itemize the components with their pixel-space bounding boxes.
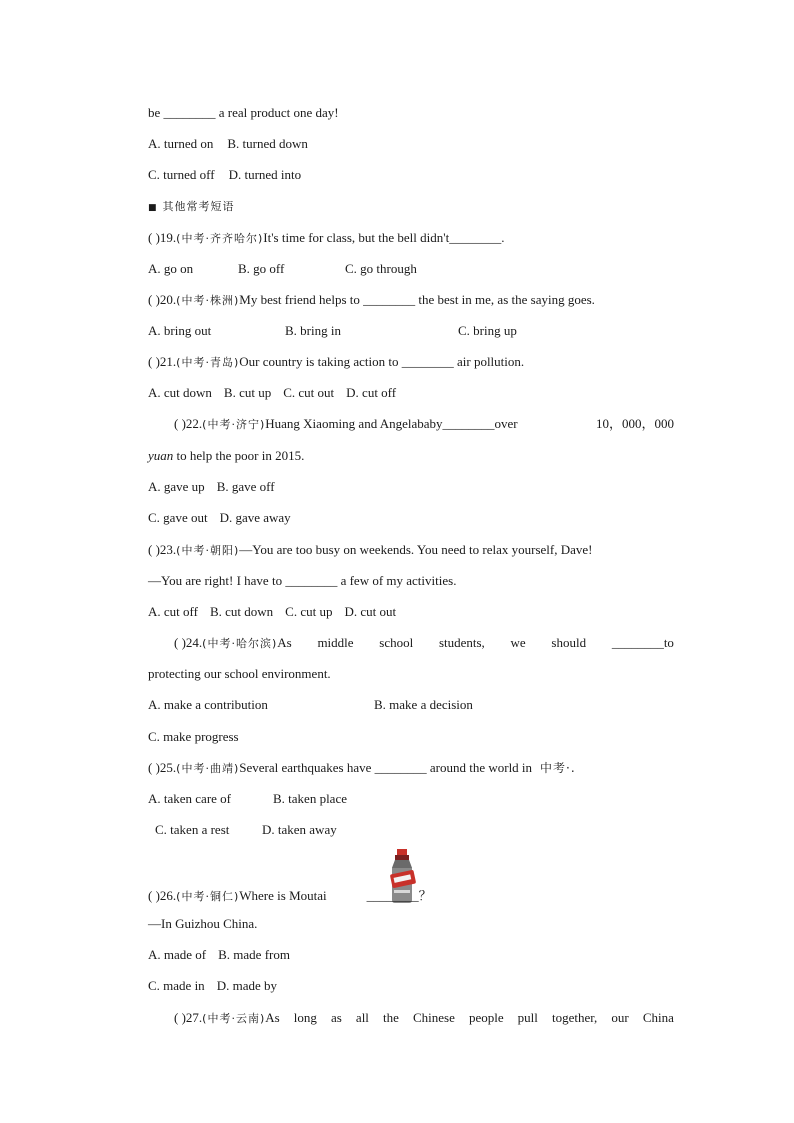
q22-options-row-2 [148,509,291,527]
word: should [551,635,587,650]
question-text: Huang Xiaoming and Angelababy________over [265,416,518,431]
word: China [642,1010,674,1025]
word: the [383,1010,399,1025]
question-source: (中考·朝阳) [176,544,240,557]
word: As [265,1010,280,1025]
question-source: (中考·哈尔滨) [202,637,278,650]
question-27 [148,1009,674,1028]
option-b[interactable]: B. gave off [216,479,275,494]
q20-options [148,322,517,340]
answer-paren[interactable]: ( )21. [148,354,177,369]
q18-options-row-2 [148,166,301,184]
question-text: Our country is taking action to ________ air pollution. [239,354,525,369]
question-text: —You are too busy on weekends. You need to relax yourself, Dave! [239,542,593,557]
option-d[interactable]: D. made by [216,978,277,993]
question-number: 10，000，000 [595,416,674,431]
question-source: (中考·齐齐哈尔) [176,232,264,245]
option-a[interactable]: A. gave up [148,479,205,494]
q26-options-row-2 [148,977,277,995]
option-a[interactable]: A. cut off [148,604,198,619]
option-c[interactable]: C. make progress [148,729,239,744]
option-b[interactable]: B. make a decision [374,697,473,712]
question-19 [148,229,504,248]
question-23 [148,541,593,560]
option-b[interactable]: B. cut down [209,604,274,619]
option-c[interactable]: C. bring up [458,323,517,338]
option-d[interactable]: D. cut out [344,604,397,619]
yuan-word: yuan [148,448,174,463]
option-c[interactable]: C. go through [345,261,417,276]
option-d[interactable]: D. taken away [262,822,337,837]
question-25 [148,759,576,778]
option-c[interactable]: C. made in [148,978,205,993]
option-c[interactable]: C. cut out [283,385,335,400]
option-a[interactable]: A. cut down [148,385,212,400]
answer-blank[interactable]: ________？ [366,888,432,903]
question-source: (中考·云南) [202,1012,266,1025]
answer-paren[interactable]: ( )27. [174,1010,203,1025]
question-source: (中考·铜仁) [176,890,240,903]
q24-options-row-1 [148,696,473,714]
word: our [611,1010,629,1025]
word: pull [517,1010,538,1025]
option-c[interactable]: C. cut up [285,604,333,619]
question-source: (中考·株洲) [176,294,240,307]
question-text: It's time for class, but the bell didn't________. [263,230,505,245]
q24-line-2: protecting our school environment. [148,666,331,681]
q22-options-row-1 [148,478,275,496]
word: ________to [611,635,674,650]
word: Chinese [412,1010,455,1025]
option-a[interactable]: A. turned on [148,136,214,151]
option-c[interactable]: C. taken a rest [155,822,230,837]
option-a[interactable]: A. taken care of [148,791,232,806]
q22-line-2-rest: to help the poor in 2015. [173,448,305,463]
q24-options-row-2 [148,728,239,746]
word: school [379,635,414,650]
q18-options-row-1 [148,135,308,153]
question-text: Several earthquakes have ________ around the world in [239,760,533,775]
option-b[interactable]: B. turned down [227,136,308,151]
q21-options [148,384,396,402]
option-d[interactable]: D. turned into [228,167,302,182]
q26-line-2: —In Guizhou China. [148,916,258,931]
option-b[interactable]: B. go off [238,261,285,276]
q26-options-row-1 [148,946,290,964]
q18-tail: be ________ a real product one day! [148,105,339,120]
answer-paren[interactable]: ( )25. [148,760,177,775]
question-source: (中考·曲靖) [176,762,240,775]
question-24 [148,634,674,653]
question-26 [148,887,432,906]
question-text: My best friend helps to ________ the best in me, as the saying goes. [239,292,595,307]
question-source: (中考·济宁) [202,418,266,431]
option-b[interactable]: B. taken place [273,791,347,806]
option-c[interactable]: C. gave out [148,510,208,525]
q23-line-2: —You are right! I have to ________ a few of my activities. [148,573,457,588]
word: we [510,635,526,650]
option-b[interactable]: B. bring in [285,323,341,338]
answer-paren[interactable]: ( )26. [148,888,177,903]
question-text: Where is Moutai [239,888,327,903]
section-title: 其他常考短语 [162,200,235,213]
question-20 [148,291,595,310]
answer-paren[interactable]: ( )23. [148,542,177,557]
question-source: (中考·青岛) [176,356,240,369]
word: students, [438,635,485,650]
answer-paren[interactable]: ( )24. [174,635,203,650]
word: people [468,1010,504,1025]
option-a[interactable]: A. make a contribution [148,697,268,712]
q23-options [148,603,396,621]
option-b[interactable]: B. made from [218,947,290,962]
answer-paren[interactable]: ( )22. [174,416,203,431]
option-a[interactable]: A. bring out [148,323,212,338]
option-d[interactable]: D. gave away [219,510,291,525]
option-c[interactable]: C. turned off [148,167,215,182]
word: as [331,1010,342,1025]
word: all [355,1010,369,1025]
section-header [148,197,235,217]
answer-paren[interactable]: ( )19. [148,230,177,245]
word: middle [317,635,354,650]
answer-paren[interactable]: ( )20. [148,292,177,307]
word: As [277,635,292,650]
option-a[interactable]: A. made of [148,947,207,962]
question-22 [148,415,674,434]
q22-line-2 [148,447,304,465]
q25-options-row-1 [148,790,347,808]
question-tail: 中考·. [540,761,576,775]
square-bullet-icon: ■ [148,203,157,213]
question-21 [148,353,524,372]
option-d[interactable]: D. cut off [346,385,397,400]
word: together, [551,1010,598,1025]
word: long [293,1010,317,1025]
option-b[interactable]: B. cut up [223,385,272,400]
option-a[interactable]: A. go on [148,261,194,276]
q25-options-row-2 [155,821,337,839]
q19-options [148,260,417,278]
